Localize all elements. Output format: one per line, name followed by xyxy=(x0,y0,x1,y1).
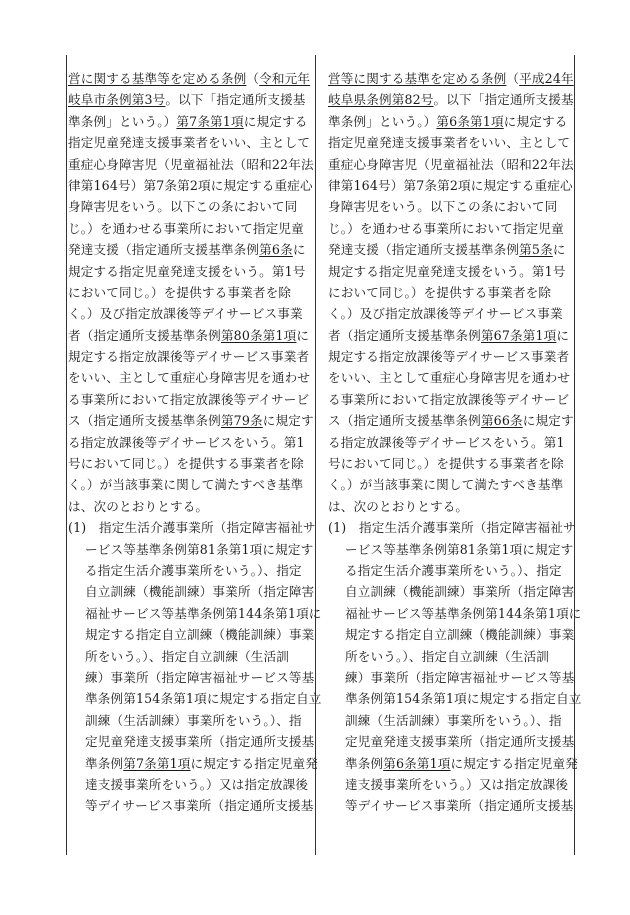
text-line xyxy=(328,624,575,645)
underlined-amendment-text: 営等に関する基準を定める条例 xyxy=(328,71,507,86)
text-line xyxy=(68,496,308,517)
text-line xyxy=(328,196,568,217)
text-line xyxy=(68,667,315,688)
text-line xyxy=(68,175,313,196)
text-line xyxy=(68,432,308,453)
text-run: 福祉サービス等基準条例第144条第1項に xyxy=(345,605,582,621)
text-line xyxy=(68,111,308,132)
text-run: 達支援事業所をいう。）又は指定放課後 xyxy=(85,776,309,792)
text-line xyxy=(68,688,322,709)
text-run: く。）及び指定放課後等デイサービス事業 xyxy=(68,306,303,322)
text-run: は、次のとおりとする。 xyxy=(328,498,469,514)
text-line xyxy=(328,560,568,581)
text-run: 。以下「指定通所支援基 xyxy=(433,92,574,108)
text-line xyxy=(68,303,308,324)
text-line xyxy=(328,175,573,196)
text-line xyxy=(68,367,311,388)
text-run: 等デイサービス事業所（指定通所支援基 xyxy=(345,798,574,814)
text-line xyxy=(68,603,322,624)
text-run: る事業所において指定放課後等デイサービ xyxy=(328,391,570,407)
text-run: ービス等基準条例第81条第1項に規定す xyxy=(345,541,574,557)
text-run: 準条例 xyxy=(345,755,384,771)
text-run: に xyxy=(296,327,310,343)
text-run: 規定する指定児童発達支援をいう。第1号 xyxy=(328,263,566,279)
text-run: ービス等基準条例第81条第1項に規定す xyxy=(85,541,314,557)
text-run: 等デイサービス事業所（指定通所支援基 xyxy=(85,798,314,814)
underlined-amendment-text: 第6条 xyxy=(259,242,293,258)
text-line xyxy=(328,474,568,495)
text-line xyxy=(68,389,308,410)
underlined-amendment-text: 営に関する基準等を定める条例 xyxy=(68,71,247,86)
text-line xyxy=(328,389,568,410)
text-run: において同じ。）を提供する事業者を除 xyxy=(68,284,292,300)
text-line xyxy=(68,325,308,346)
text-line xyxy=(68,239,308,260)
text-run: 準条例」という。） xyxy=(68,113,177,129)
text-run: る指定放課後等デイサービスをいう。第1 xyxy=(68,434,305,450)
text-line xyxy=(328,795,574,816)
underlined-amendment-text: 岐阜市条例第3号 xyxy=(68,92,166,108)
text-run: 発達支援（指定通所支援基準条例 xyxy=(328,242,520,258)
text-line xyxy=(68,539,314,560)
text-line xyxy=(68,774,308,795)
text-run: ス（指定通所支援基準条例 xyxy=(328,413,481,429)
text-line xyxy=(328,753,578,774)
text-line xyxy=(328,282,568,303)
underlined-amendment-text: 第79条 xyxy=(220,413,263,429)
text-run: (1) 指定生活介護事業所（指定障害福祉サ xyxy=(68,520,316,536)
text-run: に xyxy=(292,242,306,258)
text-run: 規定する指定児童発達支援をいう。第1号 xyxy=(68,263,306,279)
text-line xyxy=(328,453,568,474)
underlined-amendment-text: 第80条第1項 xyxy=(220,327,297,343)
text-run: 者（指定通所支援基準条例 xyxy=(328,327,481,343)
text-line xyxy=(328,154,574,175)
text-line xyxy=(68,710,308,731)
text-line xyxy=(328,410,574,431)
text-run: 達支援事業所をいう。）又は指定放課後 xyxy=(345,776,569,792)
text-line xyxy=(328,731,575,752)
text-line xyxy=(68,646,308,667)
text-run: に規定する指定児童発 xyxy=(450,755,578,771)
text-run: に規定する指定児童発 xyxy=(190,755,318,771)
text-line xyxy=(68,731,315,752)
text-line xyxy=(68,581,315,602)
text-run: 規定する指定自立訓練（機能訓練）事業 xyxy=(85,627,315,643)
text-run: 重症心身障害児（児童福祉法（昭和22年法 xyxy=(328,156,574,172)
text-line xyxy=(68,261,308,282)
text-run: 号において同じ。）を提供する事業者を除 xyxy=(328,456,564,472)
text-run: に規定す xyxy=(262,413,314,429)
text-line xyxy=(328,303,568,324)
text-run: 準条例 xyxy=(85,755,124,771)
text-line xyxy=(328,774,568,795)
text-line xyxy=(328,367,571,388)
text-line xyxy=(328,432,568,453)
text-run: 。以下「指定通所支援基 xyxy=(165,92,306,108)
left-border-line xyxy=(66,55,67,855)
text-run: 規定する指定放課後等デイサービス事業者 xyxy=(328,349,570,365)
text-line xyxy=(68,89,308,110)
text-line xyxy=(328,646,568,667)
text-line xyxy=(68,624,315,645)
text-line xyxy=(68,517,316,538)
text-line xyxy=(328,218,568,239)
text-run: に規定する xyxy=(503,113,568,129)
text-run: に xyxy=(552,242,566,258)
left-column-text xyxy=(68,68,322,817)
underlined-amendment-text: 第6条第1項 xyxy=(383,755,451,771)
text-run: 規定する指定自立訓練（機能訓練）事業 xyxy=(345,627,575,643)
text-line xyxy=(328,581,575,602)
text-run: 律第164号）第7条第2項に規定する重症心 xyxy=(328,177,573,193)
text-run: る指定生活介護事業所をいう。）、指定 xyxy=(85,562,302,578)
text-line xyxy=(68,282,308,303)
underlined-amendment-text: 第5条 xyxy=(519,242,553,258)
text-run: （ xyxy=(246,71,260,86)
text-line xyxy=(68,474,308,495)
text-line xyxy=(328,346,568,367)
text-run: く。）及び指定放課後等デイサービス事業 xyxy=(328,306,563,322)
text-line xyxy=(328,710,568,731)
text-line xyxy=(328,517,576,538)
text-run: 練）事業所（指定障害福祉サービス等基 xyxy=(345,669,575,685)
text-run: 訓練（生活訓練）事業所をいう。）、指 xyxy=(85,712,302,728)
text-line xyxy=(68,196,308,217)
text-run: 練）事業所（指定障害福祉サービス等基 xyxy=(85,669,315,685)
text-line xyxy=(68,346,308,367)
underlined-amendment-text: 平成24年 xyxy=(519,71,574,86)
text-run: 所をいう。）、指定自立訓練（生活訓 xyxy=(85,648,290,664)
text-run: 所をいう。）、指定自立訓練（生活訓 xyxy=(345,648,550,664)
text-run: く。）が当該事業に関して満たすべき基準 xyxy=(68,477,304,493)
text-run: をいい、主として重症心身障害児を通わせ xyxy=(68,370,311,386)
text-run: 身障害児をいう。以下この条において同 xyxy=(328,199,558,215)
text-line xyxy=(328,667,575,688)
text-line xyxy=(328,539,574,560)
text-run: 者（指定通所支援基準条例 xyxy=(68,327,221,343)
text-line xyxy=(328,688,582,709)
text-run: 準条例」という。） xyxy=(328,113,437,129)
text-run: において同じ。）を提供する事業者を除 xyxy=(328,284,552,300)
text-run: （ xyxy=(506,71,520,86)
text-line xyxy=(328,325,568,346)
text-run: じ。）を通わせる事業所において指定児童 xyxy=(68,220,304,236)
underlined-amendment-text: 第7条第1項 xyxy=(176,113,244,129)
text-run: 準条例第154条第1項に規定する指定自立 xyxy=(85,691,322,707)
text-line xyxy=(328,68,574,89)
text-run: く。）が当該事業に関して満たすべき基準 xyxy=(328,477,564,493)
text-run: 訓練（生活訓練）事業所をいう。）、指 xyxy=(345,712,562,728)
underlined-amendment-text: 第67条第1項 xyxy=(480,327,557,343)
text-run: をいい、主として重症心身障害児を通わせ xyxy=(328,370,571,386)
text-line xyxy=(328,111,568,132)
text-run: る指定放課後等デイサービスをいう。第1 xyxy=(328,434,565,450)
text-line xyxy=(68,218,308,239)
text-line xyxy=(68,453,308,474)
text-run: 自立訓練（機能訓練）事業所（指定障害 xyxy=(345,584,575,600)
text-line xyxy=(68,154,314,175)
text-run: 準条例第154条第1項に規定する指定自立 xyxy=(345,691,582,707)
underlined-amendment-text: 第7条第1項 xyxy=(123,755,191,771)
text-line xyxy=(68,68,311,89)
right-column-text xyxy=(328,68,582,817)
text-line xyxy=(328,89,574,110)
text-line xyxy=(68,410,314,431)
text-run: 規定する指定放課後等デイサービス事業者 xyxy=(68,349,310,365)
text-run: 定児童発達支援事業所（指定通所支援基 xyxy=(85,734,315,750)
text-line xyxy=(328,261,568,282)
underlined-amendment-text: 第6条第1項 xyxy=(436,113,504,129)
text-run: 律第164号）第7条第2項に規定する重症心 xyxy=(68,177,313,193)
text-run: (1) 指定生活介護事業所（指定障害福祉サ xyxy=(328,520,576,536)
text-run: 定児童発達支援事業所（指定通所支援基 xyxy=(345,734,575,750)
text-line xyxy=(68,753,318,774)
text-run: は、次のとおりとする。 xyxy=(68,498,209,514)
text-run: 号において同じ。）を提供する事業者を除 xyxy=(68,456,304,472)
text-run: 福祉サービス等基準条例第144条第1項に xyxy=(85,605,322,621)
text-run: じ。）を通わせる事業所において指定児童 xyxy=(328,220,564,236)
text-run: ス（指定通所支援基準条例 xyxy=(68,413,221,429)
text-run: る事業所において指定放課後等デイサービ xyxy=(68,391,310,407)
text-line xyxy=(68,560,308,581)
text-run: る指定生活介護事業所をいう。）、指定 xyxy=(345,562,562,578)
text-line xyxy=(328,239,568,260)
column-divider-line xyxy=(315,55,316,855)
text-run: 指定児童発達支援事業者をいい、主として xyxy=(328,135,571,151)
text-run: 発達支援（指定通所支援基準条例 xyxy=(68,242,260,258)
text-line xyxy=(328,496,568,517)
text-line xyxy=(328,132,571,153)
text-run: 身障害児をいう。以下この条において同 xyxy=(68,199,298,215)
text-run: に規定する xyxy=(243,113,308,129)
text-run: 指定児童発達支援事業者をいい、主として xyxy=(68,135,311,151)
text-line xyxy=(68,795,314,816)
text-run: に規定す xyxy=(522,413,574,429)
underlined-amendment-text: 岐阜県条例第82号 xyxy=(328,92,434,108)
text-line xyxy=(328,603,582,624)
underlined-amendment-text: 第66条 xyxy=(480,413,523,429)
text-run: 重症心身障害児（児童福祉法（昭和22年法 xyxy=(68,156,314,172)
text-run: に xyxy=(556,327,570,343)
underlined-amendment-text: 令和元年 xyxy=(259,71,311,86)
text-line xyxy=(68,132,311,153)
text-run: 自立訓練（機能訓練）事業所（指定障害 xyxy=(85,584,315,600)
